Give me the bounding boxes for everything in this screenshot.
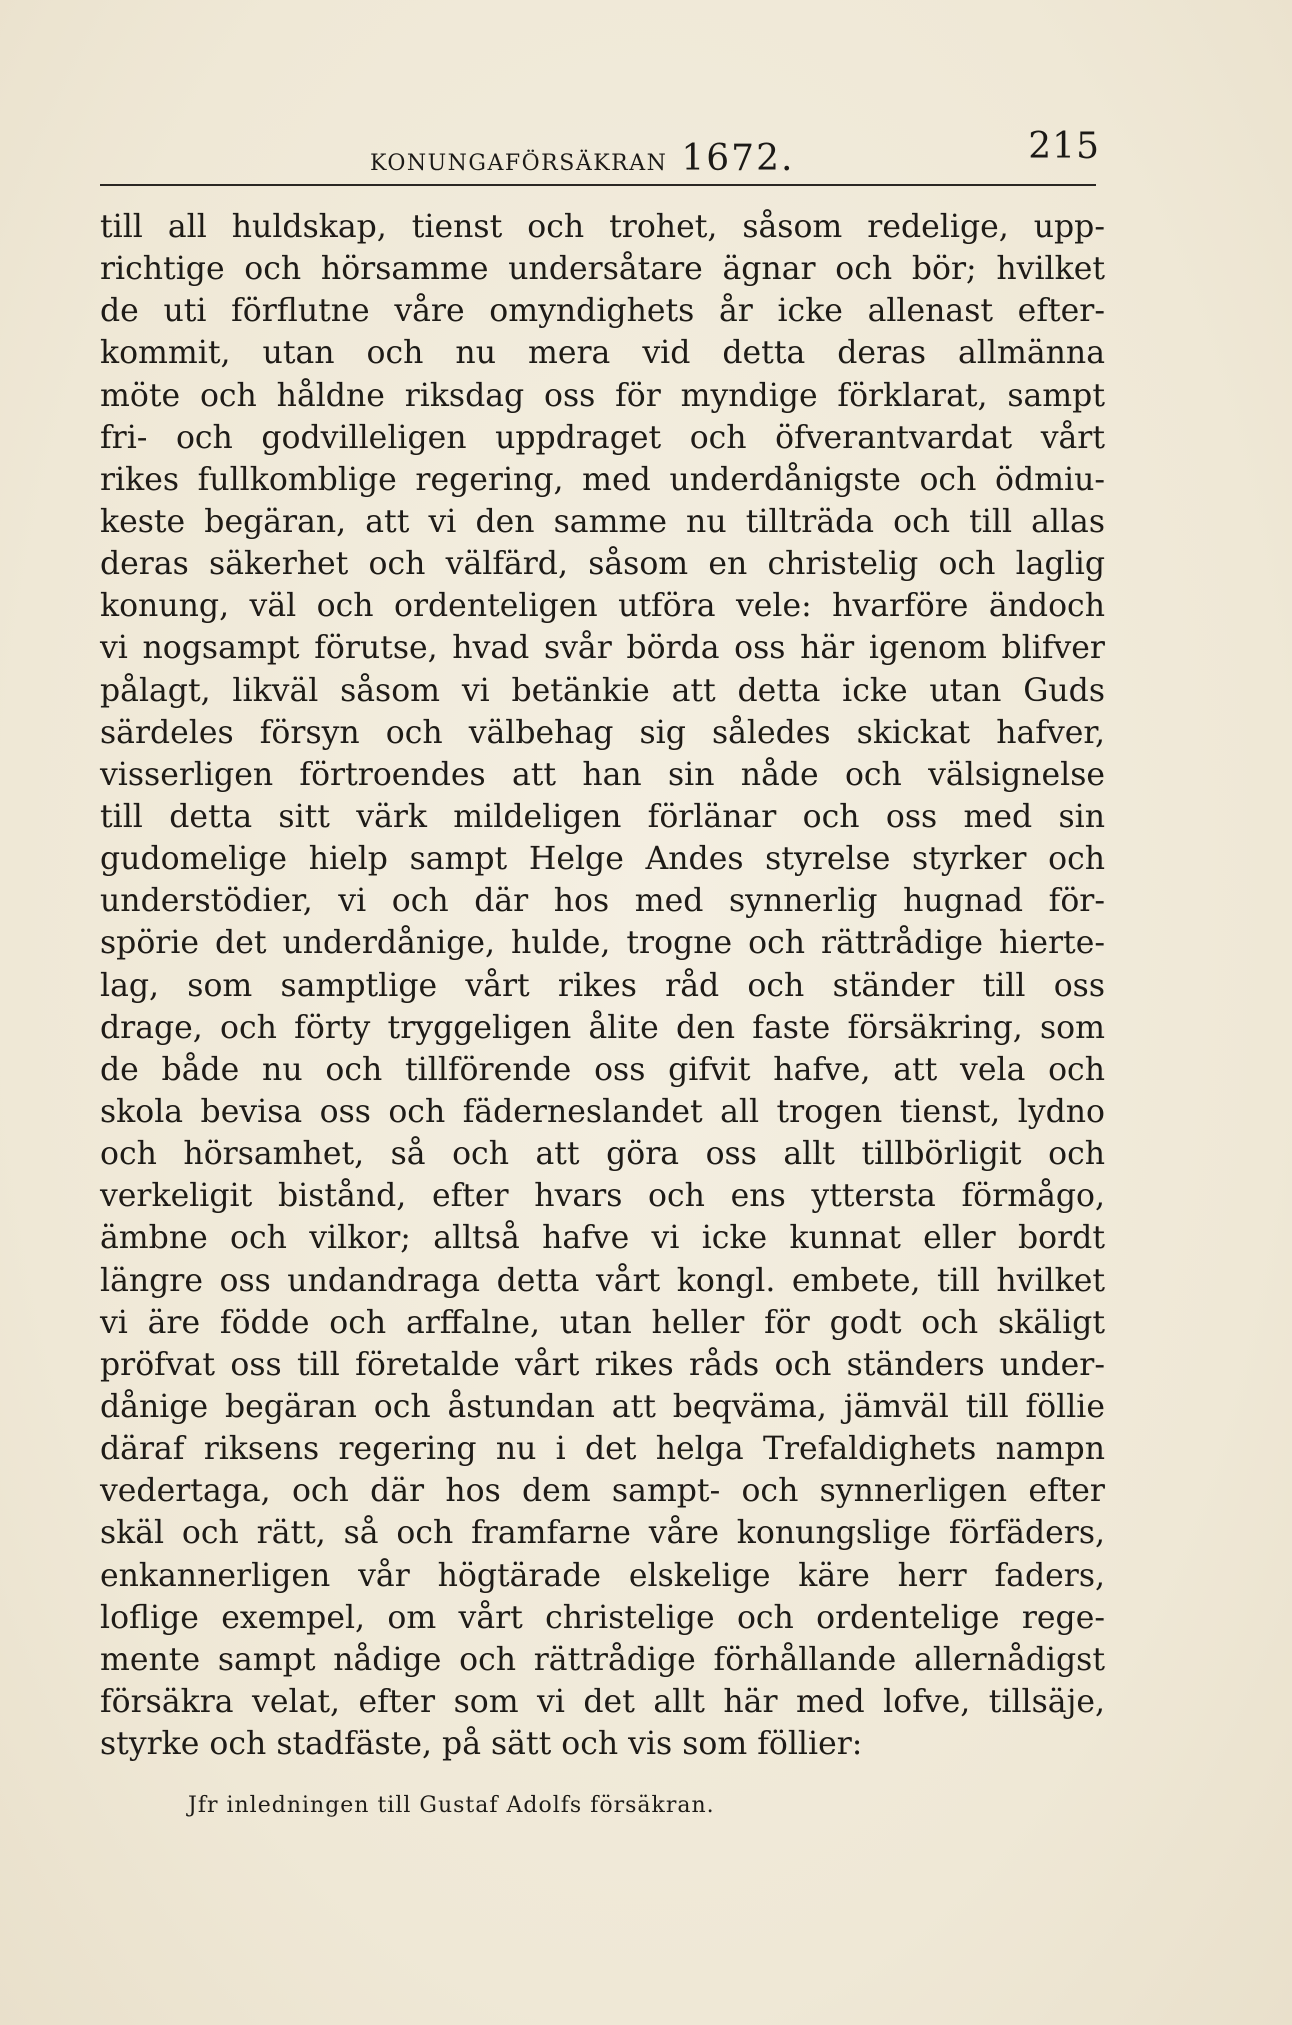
text-line: skäl och rätt, så och framfarne våre konungslige förfäders, bbox=[100, 1515, 1105, 1552]
text-line: visserligen förtroendes att han sin nåde och välsignelse bbox=[100, 756, 1105, 793]
text-line: lag, som samptlige vårt rikes råd och ständer till oss bbox=[100, 967, 1105, 1004]
text-line: försäkra velat, efter som vi det allt här med lofve, tillsäje, bbox=[100, 1683, 1105, 1720]
text-line: till all huldskap, tienst och trohet, såsom redelige, upp- bbox=[100, 209, 1105, 245]
body-text bbox=[100, 206, 1105, 1765]
footnote: Jfr inledningen till Gustaf Adolfs försäkran. bbox=[188, 1793, 715, 1818]
text-line: rikes fullkomblige regering, med underdånigste och ödmiu- bbox=[100, 461, 1105, 498]
text-line: ämbne och vilkor; alltså hafve vi icke kunnat eller bordt bbox=[100, 1220, 1105, 1257]
text-line: vedertaga, och där hos dem sampt- och synnerligen efter bbox=[100, 1473, 1105, 1510]
text-line: skola bevisa oss och fäderneslandet all trogen tienst, lydno bbox=[100, 1093, 1105, 1130]
text-line: loflige exempel, om vårt christelige och ordentelige rege- bbox=[100, 1599, 1105, 1636]
text-line: särdeles försyn och välbehag sig således skickat hafver, bbox=[100, 714, 1105, 751]
running-title-year: 1672. bbox=[681, 138, 795, 179]
text-line: till detta sitt värk mildeligen förlänar och oss med sin bbox=[100, 798, 1105, 835]
text-line: längre oss undandraga detta vårt kongl. embete, till hvilket bbox=[100, 1262, 1105, 1299]
text-line: spörie det underdånige, hulde, trogne och rättrådige hierte- bbox=[100, 925, 1105, 962]
text-line: pålagt, likväl såsom vi betänkie att detta icke utan Guds bbox=[100, 672, 1105, 709]
header-rule bbox=[100, 184, 1096, 186]
text-line: verkeligit bistånd, efter hvars och ens yttersta förmågo, bbox=[100, 1178, 1105, 1215]
text-line: gudomelige hielp sampt Helge Andes styrelse styrker och bbox=[100, 841, 1105, 878]
text-line: understödier, vi och där hos med synnerlig hugnad för- bbox=[100, 883, 1105, 920]
text-line: deras säkerhet och välfärd, såsom en christelig och laglig bbox=[100, 546, 1105, 583]
text-line: mente sampt nådige och rättrådige förhållande allernådigst bbox=[100, 1641, 1105, 1678]
text-line: pröfvat oss till företalde vårt rikes råds och ständers under- bbox=[100, 1346, 1105, 1383]
text-line: keste begäran, att vi den samme nu tillträda och till allas bbox=[100, 503, 1105, 540]
text-line: möte och håldne riksdag oss för myndige förklarat, sampt bbox=[100, 377, 1105, 414]
text-line: vi äre födde och arffalne, utan heller för godt och skäligt bbox=[100, 1304, 1105, 1341]
page-number: 215 bbox=[1028, 126, 1100, 167]
text-line: konung, väl och ordenteligen utföra vele: hvarföre ändoch bbox=[100, 588, 1105, 625]
text-line: och hörsamhet, så och att göra oss allt tillbörligit och bbox=[100, 1136, 1105, 1173]
running-title-text: KONUNGAFÖRSÄKRAN bbox=[370, 151, 668, 176]
text-line: fri- och godvilleligen uppdraget och öfverantvardat vårt bbox=[100, 419, 1105, 456]
text-line: vi nogsampt förutse, hvad svår börda oss här igenom blifver bbox=[100, 630, 1105, 667]
text-line: de både nu och tillförende oss gifvit hafve, att vela och bbox=[100, 1051, 1105, 1088]
running-title bbox=[370, 138, 794, 179]
text-line: enkannerligen vår högtärade elskelige käre herr faders, bbox=[100, 1557, 1105, 1594]
page-header bbox=[100, 118, 1100, 178]
text-line: däraf riksens regering nu i det helga Trefaldighets nampn bbox=[100, 1431, 1105, 1468]
text-line: de uti förflutne våre omyndighets år icke allenast efter- bbox=[100, 293, 1105, 330]
text-line: dånige begäran och åstundan att beqväma, jämväl till föllie bbox=[100, 1388, 1105, 1425]
text-line: styrke och stadfäste, på sätt och vis som föllier: bbox=[100, 1726, 863, 1763]
text-line: kommit, utan och nu mera vid detta deras allmänna bbox=[100, 335, 1105, 372]
text-line: drage, och förty tryggeligen ålite den faste försäkring, som bbox=[100, 1009, 1105, 1046]
text-line: richtige och hörsamme undersåtare ägnar och bör; hvilket bbox=[100, 251, 1105, 288]
